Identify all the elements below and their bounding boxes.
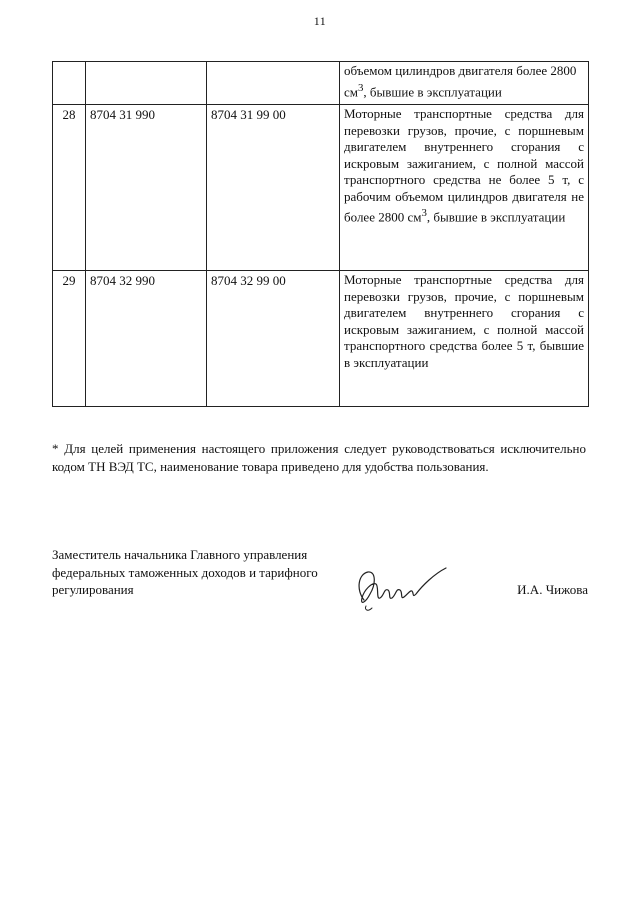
superscript: 3 <box>358 81 364 94</box>
code-b-cell: 8704 31 99 00 <box>207 105 340 271</box>
goods-table <box>52 61 589 407</box>
table-row <box>53 105 589 271</box>
description-tail: , бывшие в эксплуатации <box>426 209 566 225</box>
code-b-cell: 8704 32 99 00 <box>207 271 340 407</box>
row-number <box>53 62 86 105</box>
table-row <box>53 62 589 105</box>
code-a-cell: 8704 31 990 <box>86 105 207 271</box>
signer-name: И.А. Чижова <box>517 582 588 597</box>
row-number: 29 <box>53 271 86 407</box>
signer-title: Заместитель начальника Главного управления федеральных таможенных доходов и тарифного регулирования <box>52 547 318 597</box>
description-cell <box>340 105 589 271</box>
signature-mark <box>346 560 456 620</box>
table-row <box>53 271 589 407</box>
description-cell <box>340 271 589 407</box>
description-tail: , бывшие в эксплуатации <box>363 83 502 99</box>
code-a-cell <box>86 62 207 105</box>
description-text: объемом цилиндров двигателя более 2800 см <box>344 63 577 99</box>
code-b-cell <box>207 62 340 105</box>
description-text: Моторные транспортные средства для перевозки грузов, прочие, с поршневым двигателем внутреннего сгорания с искровым зажиганием, с полной массой транспортного средства более 5 т, бывшие в эксплуатации <box>344 272 584 370</box>
row-number: 28 <box>53 105 86 271</box>
description-text: Моторные транспортные средства для перевозки грузов, прочие, с поршневым двигателем внутреннего сгорания с искровым зажиганием, с полной массой транспортного средства не более 5 т, с рабочим объемом цилиндров двигателя не более 2800 см <box>344 106 584 225</box>
code-a-cell: 8704 32 990 <box>86 271 207 407</box>
description-cell <box>340 62 589 105</box>
superscript: 3 <box>421 207 427 219</box>
footnote: * Для целей применения настоящего приложения следует руководствоваться исключительно кодом ТН ВЭД ТС, наименование товара приведено для удобства пользования. <box>52 441 586 474</box>
page-number: 11 <box>313 14 327 28</box>
